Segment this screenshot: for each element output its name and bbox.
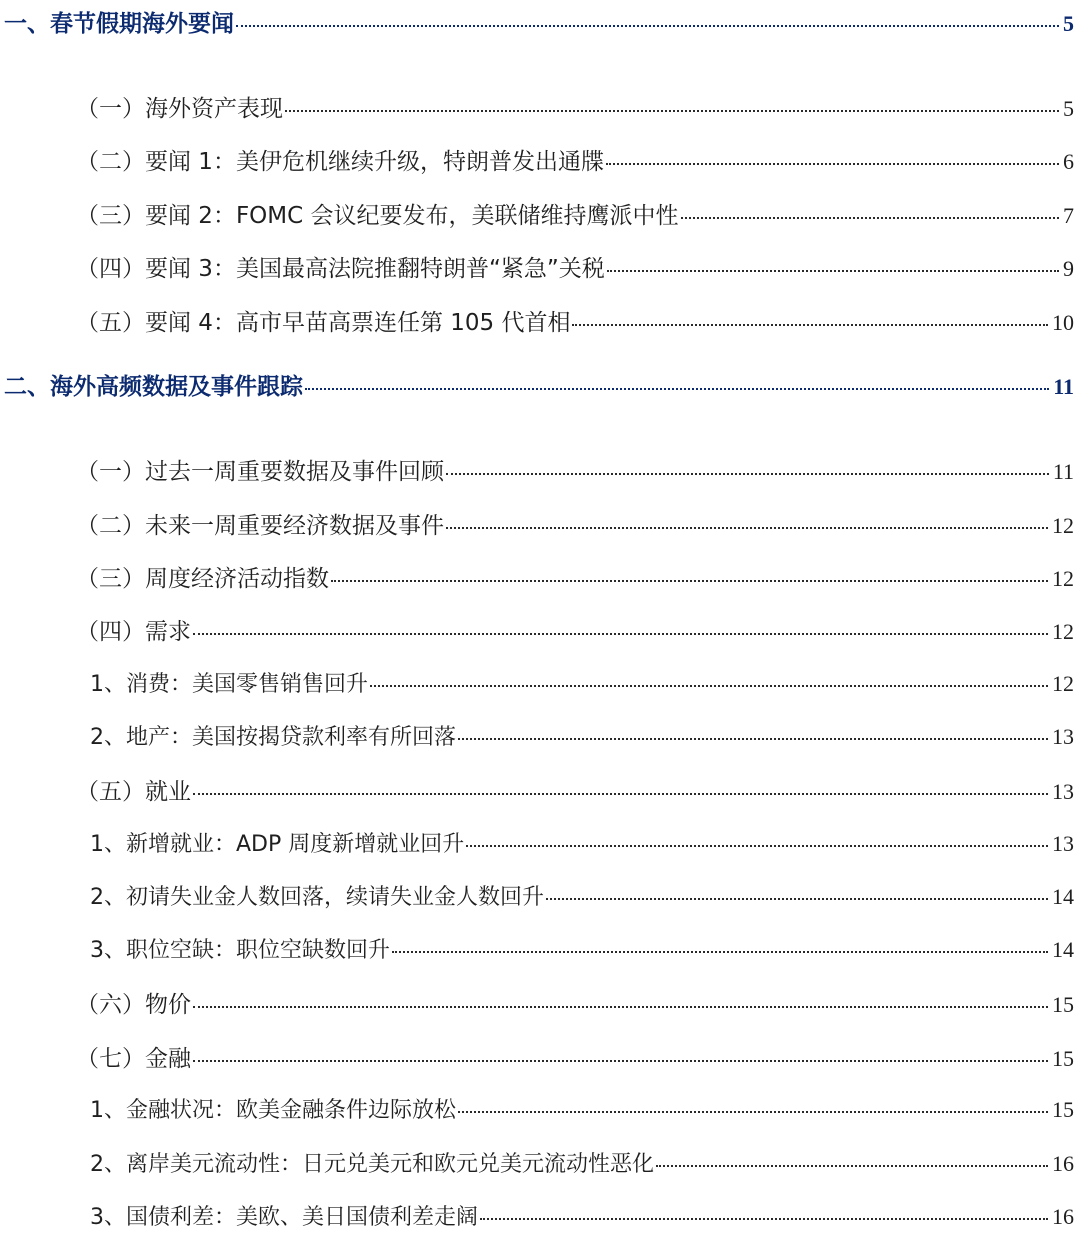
dot-leader [193,633,1048,635]
dot-leader [331,580,1048,582]
toc-entry[interactable] [90,720,1074,751]
toc-entry-label: 1、消费：美国零售销售回升 [90,672,368,697]
toc-entry[interactable] [76,560,1074,593]
toc-entry-label: 二、海外高频数据及事件跟踪 [4,374,303,400]
toc-page-number: 12 [1052,566,1074,591]
toc-page-number: 14 [1052,884,1074,909]
toc-entry[interactable] [90,827,1074,858]
toc-page-number: 13 [1052,724,1074,749]
toc-entry-label: 3、国债利差：美欧、美日国债利差走阔 [90,1205,478,1230]
toc-page-number: 6 [1063,149,1074,174]
toc-page-number: 16 [1052,1204,1074,1229]
toc-entry-label: （五）要闻 4：高市早苗高票连任第 105 代首相 [76,310,571,336]
dot-leader [681,217,1060,219]
toc-page-number: 12 [1052,619,1074,644]
toc-page-number: 5 [1063,96,1074,121]
toc-entry[interactable] [76,143,1074,176]
toc-page-number: 15 [1052,992,1074,1017]
toc-page-number: 16 [1052,1151,1074,1176]
toc-page-number: 5 [1063,11,1074,36]
toc-entry-label: 1、金融状况：欧美金融条件边际放松 [90,1098,456,1123]
dot-leader [370,685,1048,687]
toc-entry-label: （二）未来一周重要经济数据及事件 [76,513,444,539]
dot-leader [656,1165,1048,1167]
dot-leader [193,1006,1048,1008]
dot-leader [572,324,1048,326]
toc-page-number: 12 [1052,671,1074,696]
toc-entry-label: （五）就业 [76,779,191,805]
toc-entry[interactable] [90,933,1074,964]
dot-leader [546,898,1048,900]
toc-entry[interactable] [76,613,1074,646]
dot-leader [392,951,1048,953]
dot-leader [446,527,1048,529]
toc-entry[interactable] [76,250,1074,283]
dot-leader [480,1218,1048,1220]
toc-entry-label: （六）物价 [76,992,191,1018]
toc-page-number: 13 [1052,779,1074,804]
toc-entry-label: （二）要闻 1：美伊危机继续升级，特朗普发出通牒 [76,149,604,175]
toc-entry[interactable] [76,90,1074,123]
toc-entry[interactable] [90,1200,1074,1231]
toc-page-number: 14 [1052,937,1074,962]
toc-entry-label: 2、离岸美元流动性：日元兑美元和欧元兑美元流动性恶化 [90,1152,654,1177]
dot-leader [607,270,1059,272]
toc-entry-label: （三）要闻 2：FOMC 会议纪要发布，美联储维持鹰派中性 [76,203,679,229]
dot-leader [458,1111,1048,1113]
dot-leader [305,388,1049,390]
toc-entry-section-2[interactable] [4,368,1074,401]
toc-entry-label: （一）过去一周重要数据及事件回顾 [76,459,444,485]
toc-page-number: 11 [1053,374,1074,399]
toc-entry[interactable] [76,304,1074,337]
toc-entry[interactable] [76,453,1074,486]
toc-page-number: 11 [1052,459,1074,484]
dot-leader [193,1060,1048,1062]
toc-entry[interactable] [76,507,1074,540]
toc-page-number: 15 [1052,1097,1074,1122]
dot-leader [466,845,1048,847]
toc-entry-label: 1、新增就业：ADP 周度新增就业回升 [90,832,465,857]
dot-leader [285,110,1059,112]
toc-entry[interactable] [76,773,1074,806]
toc-entry-label: 2、初请失业金人数回落，续请失业金人数回升 [90,885,544,910]
toc-page-number: 13 [1052,831,1074,856]
toc-page-number: 7 [1063,203,1074,228]
toc-entry-label: 3、职位空缺：职位空缺数回升 [90,938,390,963]
toc-page-number: 12 [1052,513,1074,538]
toc-entry-label: （四）要闻 3：美国最高法院推翻特朗普“紧急”关税 [76,256,605,282]
dot-leader [446,473,1049,475]
toc-entry-label: （四）需求 [76,619,191,645]
toc-entry[interactable] [90,1147,1074,1178]
toc-entry-label: （三）周度经济活动指数 [76,566,329,592]
toc-entry[interactable] [90,667,1074,698]
toc-entry-label: 2、地产：美国按揭贷款利率有所回落 [90,725,456,750]
toc-entry-section-1[interactable] [4,5,1074,38]
toc-page-number: 9 [1063,256,1074,281]
toc-entry-label: 一、春节假期海外要闻 [4,11,234,37]
toc-entry[interactable] [76,197,1074,230]
toc-entry[interactable] [76,986,1074,1019]
dot-leader [458,738,1048,740]
toc-entry-label: （一）海外资产表现 [76,96,283,122]
dot-leader [193,793,1048,795]
toc-page-number: 15 [1052,1046,1074,1071]
toc-entry-label: （七）金融 [76,1046,191,1072]
toc-entry[interactable] [90,880,1074,911]
toc-page-number: 10 [1052,310,1074,335]
dot-leader [606,163,1059,165]
toc-entry[interactable] [90,1093,1074,1124]
dot-leader [236,25,1059,27]
toc-entry[interactable] [76,1040,1074,1073]
